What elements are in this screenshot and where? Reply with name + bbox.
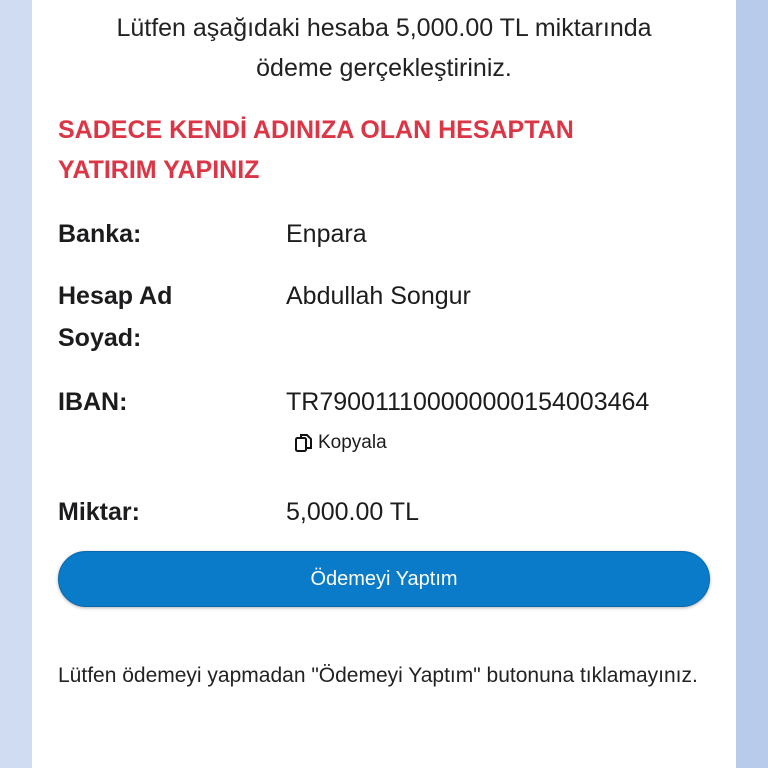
copy-iban-button[interactable]	[294, 432, 387, 454]
warning-text: SADECE KENDİ ADINIZA OLAN HESAPTAN YATIRIM YAPINIZ	[58, 116, 574, 184]
payment-done-button[interactable]: Ödemeyi Yaptım	[58, 551, 710, 607]
bank-label: Banka:	[58, 220, 142, 248]
intro-line-1: Lütfen aşağıdaki hesaba 5,000.00 TL miktarında	[116, 14, 652, 42]
intro-line-2: ödeme gerçekleştiriniz.	[256, 54, 512, 82]
intro-text	[0, 8, 768, 88]
bank-value: Enpara	[286, 220, 367, 248]
note-text: Lütfen ödemeyi yapmadan "Ödemeyi Yaptım" butonuna tıklamayınız.	[58, 664, 698, 687]
iban-label: IBAN:	[58, 388, 128, 416]
name-label-line1: Hesap Ad	[58, 282, 173, 310]
iban-value: TR790011100000000154003464	[286, 388, 650, 416]
name-label-line2: Soyad:	[58, 324, 142, 352]
copy-icon	[294, 432, 314, 454]
amount-label: Miktar:	[58, 498, 140, 526]
copy-label: Kopyala	[318, 432, 387, 453]
name-value: Abdullah Songur	[286, 282, 471, 310]
amount-value: 5,000.00 TL	[286, 498, 419, 526]
